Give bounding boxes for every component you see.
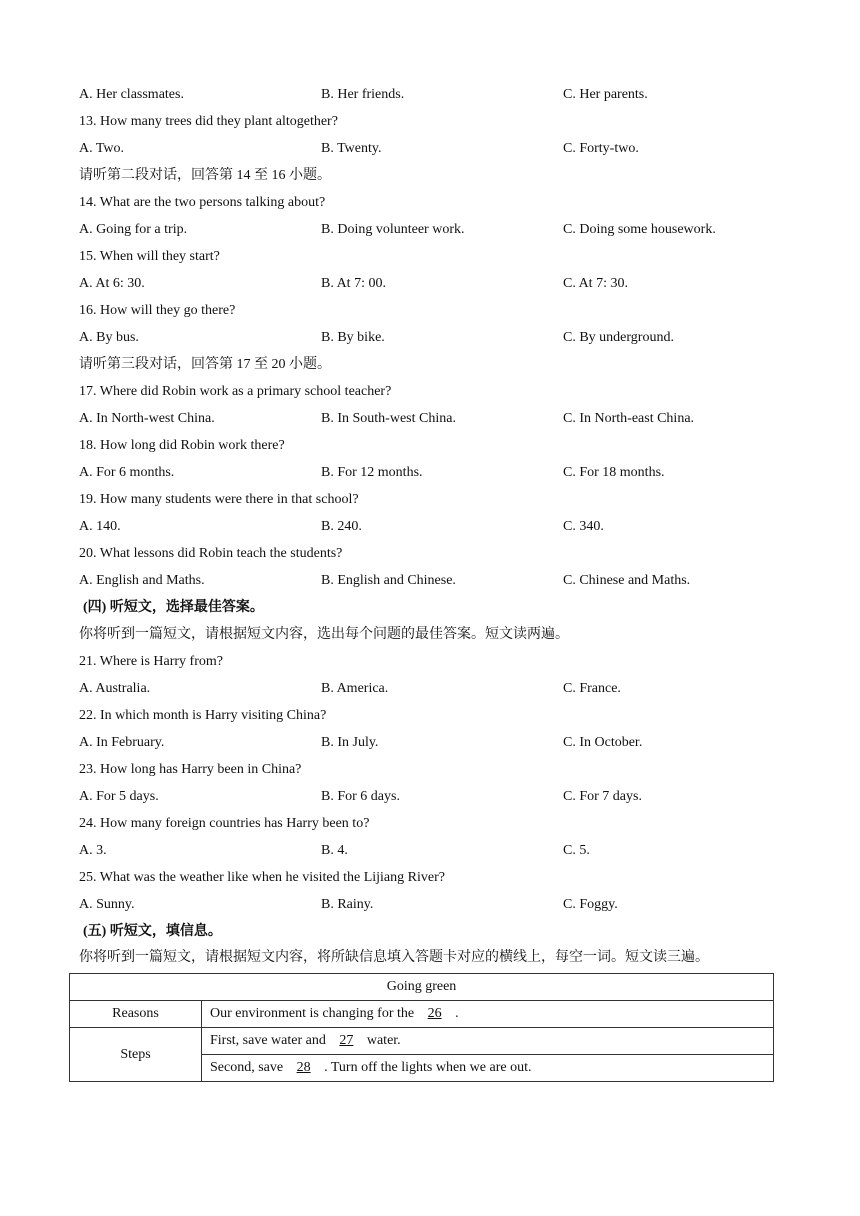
option-c: C. In North-east China.: [563, 411, 695, 426]
option-a: A. Australia.: [79, 681, 151, 696]
going-green-table: [69, 973, 774, 1082]
option-a: A. Going for a trip.: [79, 222, 188, 237]
step-1-end: water.: [366, 1033, 401, 1048]
option-a: A. In North-west China.: [79, 411, 215, 426]
instruction-dialogue-3: 请听第三段对话，回答第 17 至 20 小题。: [79, 357, 331, 372]
question-25: 25. What was the weather like when he visited the Lijiang River?: [79, 870, 445, 885]
option-a: A. 3.: [79, 843, 107, 858]
question-16: 16. How will they go there?: [79, 303, 236, 318]
option-c: C. For 7 days.: [563, 789, 642, 804]
option-b: B. Rainy.: [321, 897, 374, 912]
option-a: A. Sunny.: [79, 897, 135, 912]
option-b: B. America.: [321, 681, 389, 696]
blank-27: 27: [339, 1033, 354, 1048]
step-2-content: [202, 1055, 774, 1082]
section-5-instruction: 你将听到一篇短文，请根据短文内容，将所缺信息填入答题卡对应的横线上，每空一词。短文读三遍。: [79, 950, 709, 965]
options-row-q25: [79, 894, 799, 916]
instruction-dialogue-2: 请听第二段对话，回答第 14 至 16 小题。: [79, 168, 331, 183]
blank-28: 28: [296, 1060, 311, 1075]
option-c: C. For 18 months.: [563, 465, 665, 480]
option-a: A. 140.: [79, 519, 121, 534]
option-a: A. Two.: [79, 141, 125, 156]
option-c: C. Chinese and Maths.: [563, 573, 691, 588]
option-b: B. For 12 months.: [321, 465, 423, 480]
options-row-q13: [79, 138, 799, 160]
option-a: A. At 6: 30.: [79, 276, 145, 291]
option-c: C. 340.: [563, 519, 604, 534]
option-b: B. For 6 days.: [321, 789, 400, 804]
option-b: B. 240.: [321, 519, 362, 534]
question-13: 13. How many trees did they plant altogether?: [79, 114, 338, 129]
options-row-q12: [79, 84, 799, 106]
question-14: 14. What are the two persons talking about?: [79, 195, 326, 210]
option-a: A. English and Maths.: [79, 573, 205, 588]
options-row-q16: [79, 327, 799, 349]
option-c: C. At 7: 30.: [563, 276, 628, 291]
reasons-content: [202, 1001, 774, 1028]
question-21: 21. Where is Harry from?: [79, 654, 223, 669]
option-b: B. 4.: [321, 843, 348, 858]
option-c: C. By underground.: [563, 330, 674, 345]
step-1-text: First, save water and: [210, 1033, 326, 1048]
question-20: 20. What lessons did Robin teach the students?: [79, 546, 343, 561]
question-19: 19. How many students were there in that school?: [79, 492, 359, 507]
section-5-heading: (五) 听短文，填信息。: [83, 924, 222, 939]
option-c: C. 5.: [563, 843, 590, 858]
reasons-label: Reasons: [70, 1001, 202, 1028]
table-title: Going green: [70, 974, 774, 1001]
table-row-reasons: [70, 1001, 774, 1028]
option-a: A. For 5 days.: [79, 789, 159, 804]
option-c: C. France.: [563, 681, 621, 696]
options-row-q19: [79, 516, 799, 538]
reasons-end: .: [455, 1006, 459, 1021]
option-a: A. For 6 months.: [79, 465, 175, 480]
option-c: C. Forty-two.: [563, 141, 639, 156]
question-18: 18. How long did Robin work there?: [79, 438, 285, 453]
section-4-heading: (四) 听短文，选择最佳答案。: [83, 600, 264, 615]
table-row-steps-1: [70, 1028, 774, 1055]
step-2-end: . Turn off the lights when we are out.: [324, 1060, 532, 1075]
option-b: B. In South-west China.: [321, 411, 456, 426]
options-row-q21: [79, 678, 799, 700]
table-title-row: [70, 974, 774, 1001]
option-a: A. Her classmates.: [79, 87, 184, 102]
options-row-q22: [79, 732, 799, 754]
option-c: C. Her parents.: [563, 87, 648, 102]
reasons-text: Our environment is changing for the: [210, 1006, 415, 1021]
options-row-q24: [79, 840, 799, 862]
question-15: 15. When will they start?: [79, 249, 220, 264]
question-22: 22. In which month is Harry visiting China?: [79, 708, 327, 723]
blank-26: 26: [427, 1006, 442, 1021]
options-row-q17: [79, 408, 799, 430]
option-b: B. Doing volunteer work.: [321, 222, 465, 237]
option-c: C. Foggy.: [563, 897, 618, 912]
question-17: 17. Where did Robin work as a primary school teacher?: [79, 384, 392, 399]
option-b: B. English and Chinese.: [321, 573, 456, 588]
section-4-instruction: 你将听到一篇短文，请根据短文内容，选出每个问题的最佳答案。短文读两遍。: [79, 627, 569, 642]
options-row-q23: [79, 786, 799, 808]
options-row-q20: [79, 570, 799, 592]
options-row-q18: [79, 462, 799, 484]
option-b: B. Twenty.: [321, 141, 382, 156]
option-b: B. Her friends.: [321, 87, 405, 102]
option-c: C. In October.: [563, 735, 643, 750]
option-a: A. By bus.: [79, 330, 139, 345]
option-c: C. Doing some housework.: [563, 222, 716, 237]
options-row-q15: [79, 273, 799, 295]
option-a: A. In February.: [79, 735, 165, 750]
step-2-text: Second, save: [210, 1060, 284, 1075]
question-24: 24. How many foreign countries has Harry been to?: [79, 816, 370, 831]
question-23: 23. How long has Harry been in China?: [79, 762, 302, 777]
options-row-q14: [79, 219, 799, 241]
option-b: B. At 7: 00.: [321, 276, 386, 291]
steps-label: Steps: [70, 1028, 202, 1082]
option-b: B. In July.: [321, 735, 379, 750]
option-b: B. By bike.: [321, 330, 385, 345]
step-1-content: [202, 1028, 774, 1055]
